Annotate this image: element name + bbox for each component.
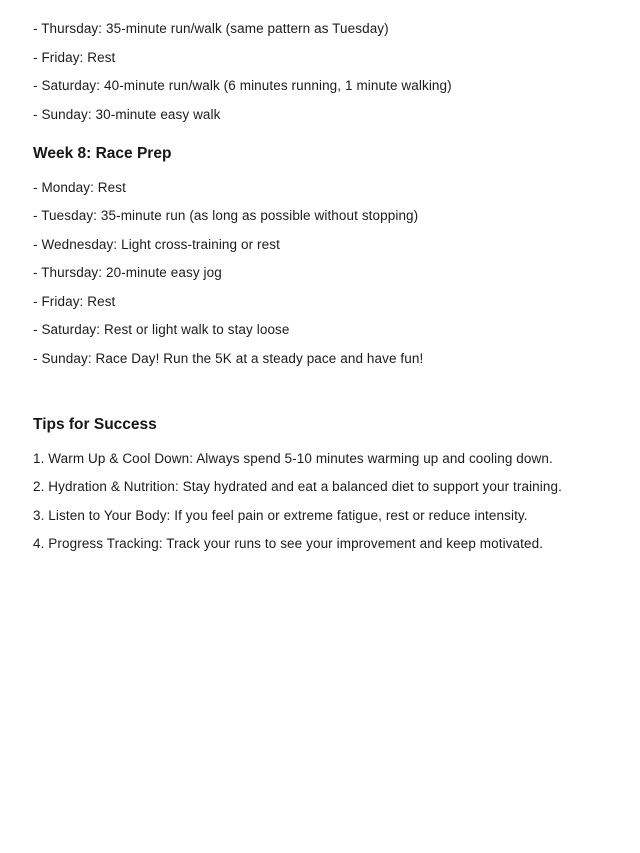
tip-line: 3. Listen to Your Body: If you feel pain or extreme fatigue, rest or reduce intensity. [33,507,528,523]
tip-line: 2. Hydration & Nutrition: Stay hydrated and eat a balanced diet to support your training. [33,479,562,494]
tip-line: 1. Warm Up & Cool Down: Always spend 5-10 minutes warming up and cooling down. [33,450,553,466]
schedule-line: - Friday: Rest [33,49,116,65]
schedule-line: - Sunday: 30-minute easy walk [33,106,221,122]
section-heading-week8: Week 8: Race Prep [33,144,172,162]
schedule-line: - Monday: Rest [33,179,126,195]
schedule-line: - Friday: Rest [33,293,116,309]
schedule-line: - Saturday: 40-minute run/walk (6 minutes running, 1 minute walking) [33,78,452,93]
schedule-line: - Thursday: 20-minute easy jog [33,265,222,280]
tip-line: 4. Progress Tracking: Track your runs to see your improvement and keep motivated. [33,536,544,551]
schedule-line: - Sunday: Race Day! Run the 5K at a steady pace and have fun! [33,350,424,366]
schedule-line: - Wednesday: Light cross-training or rest [33,236,280,252]
schedule-line: - Saturday: Rest or light walk to stay loose [33,322,290,337]
schedule-line: - Thursday: 35-minute run/walk (same pattern as Tuesday) [33,21,389,36]
section-heading-tips: Tips for Success [33,415,157,433]
schedule-line: - Tuesday: 35-minute run (as long as possible without stopping) [33,208,419,223]
